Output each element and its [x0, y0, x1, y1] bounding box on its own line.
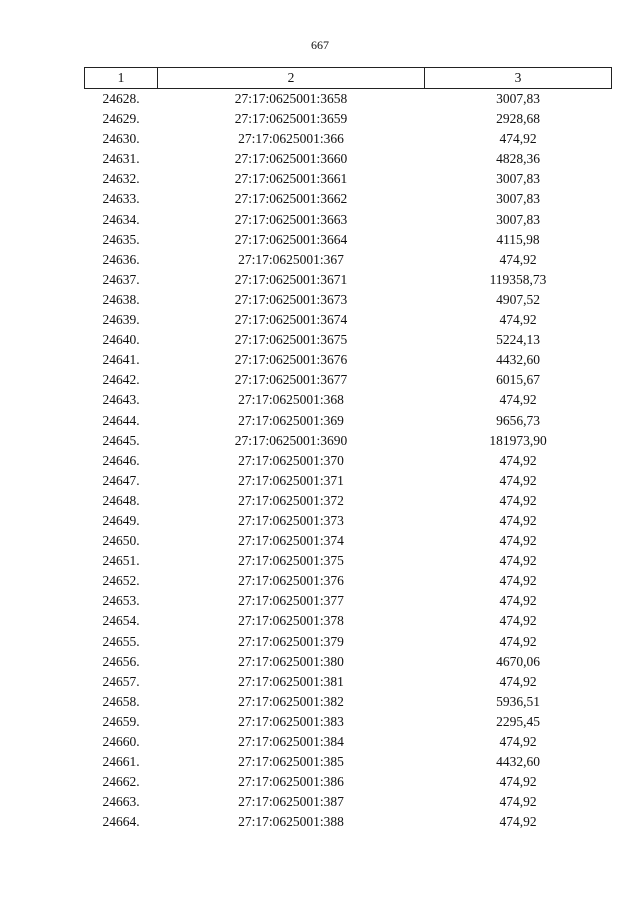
table-row [85, 812, 612, 832]
table-row [85, 712, 612, 732]
table-row [85, 129, 612, 149]
row-number-cell: 24657. [102, 673, 140, 689]
value-cell: 474,92 [499, 251, 537, 267]
table-row [85, 591, 612, 611]
row-number-cell: 24644. [102, 412, 140, 428]
row-number-cell: 24654. [102, 613, 140, 629]
value-cell: 474,92 [499, 472, 537, 488]
cadastral-number-cell: 27:17:0625001:371 [238, 472, 344, 488]
table-row [85, 411, 612, 431]
row-number-cell: 24633. [102, 191, 140, 207]
row-number-cell: 24663. [102, 794, 140, 810]
table-row [85, 370, 612, 390]
value-cell: 474,92 [499, 553, 537, 569]
table-row [85, 109, 612, 129]
table-row [85, 250, 612, 270]
table-row [85, 752, 612, 772]
cadastral-number-cell: 27:17:0625001:374 [238, 533, 344, 549]
table-row [85, 290, 612, 310]
cadastral-number-cell: 27:17:0625001:384 [238, 734, 344, 749]
table-row [85, 350, 612, 370]
value-cell: 474,92 [499, 452, 537, 468]
cadastral-number-cell: 27:17:0625001:3662 [234, 191, 348, 207]
row-number-cell: 24664. [102, 814, 140, 830]
cadastral-number-cell: 27:17:0625001:375 [238, 553, 344, 569]
table-row [85, 390, 612, 410]
cadastral-number-cell: 27:17:0625001:379 [238, 633, 344, 649]
page-number: 667 [311, 38, 329, 52]
value-cell: 5224,13 [496, 332, 540, 348]
value-cell: 474,92 [499, 512, 537, 528]
value-cell: 3007,83 [496, 211, 540, 227]
cadastral-number-cell: 27:17:0625001:3661 [234, 171, 348, 187]
cadastral-number-cell: 27:17:0625001:385 [238, 754, 344, 770]
table-row [85, 270, 612, 290]
table-row [85, 149, 612, 169]
table-row [85, 471, 612, 491]
cadastral-number-cell: 27:17:0625001:369 [238, 412, 344, 428]
row-number-cell: 24659. [102, 713, 140, 729]
cadastral-number-cell: 27:17:0625001:3675 [234, 332, 348, 348]
value-cell: 2295,45 [496, 713, 540, 729]
cadastral-number-cell: 27:17:0625001:3677 [234, 372, 348, 388]
row-number-cell: 24658. [102, 693, 140, 709]
value-cell: 474,92 [499, 533, 537, 549]
header-column-1: 1 [85, 68, 158, 89]
value-cell: 4907,52 [496, 291, 540, 307]
row-number-cell: 24636. [102, 251, 140, 267]
value-cell: 474,92 [499, 633, 537, 649]
value-cell: 9656,73 [496, 412, 540, 428]
table-row [85, 310, 612, 330]
table-row [85, 230, 612, 250]
row-number-cell: 24646. [102, 452, 140, 468]
table-row [85, 571, 612, 591]
value-cell: 474,92 [499, 794, 537, 810]
cadastral-number-cell: 27:17:0625001:381 [238, 673, 344, 689]
table-row [85, 89, 612, 110]
table-row [85, 451, 612, 471]
row-number-cell: 24648. [102, 492, 140, 508]
table-row [85, 652, 612, 672]
value-cell: 474,92 [499, 814, 537, 830]
cadastral-number-cell: 27:17:0625001:378 [238, 613, 344, 629]
cadastral-number-cell: 27:17:0625001:3674 [234, 312, 348, 328]
row-number-cell: 24651. [102, 553, 140, 569]
cadastral-number-cell: 27:17:0625001:368 [238, 392, 344, 408]
value-cell: 3007,83 [496, 171, 540, 187]
table-row [85, 632, 612, 652]
value-cell: 4115,98 [496, 231, 540, 247]
row-number-cell: 24655. [102, 633, 140, 649]
row-number-cell: 24645. [102, 432, 140, 448]
table-row [85, 551, 612, 571]
value-cell: 474,92 [499, 734, 537, 749]
value-cell: 474,92 [499, 492, 537, 508]
table-row [85, 792, 612, 812]
row-number-cell: 24660. [102, 734, 140, 749]
row-number-cell: 24634. [102, 211, 140, 227]
table-row [85, 611, 612, 631]
row-number-cell: 24661. [102, 754, 140, 770]
table-row [85, 772, 612, 792]
table-row [85, 330, 612, 350]
value-cell: 181973,90 [489, 432, 547, 448]
value-cell: 3007,83 [496, 191, 540, 207]
row-number-cell: 24653. [102, 593, 140, 609]
row-number-cell: 24639. [102, 312, 140, 328]
table-row [85, 732, 612, 752]
header-column-2: 2 [158, 68, 425, 89]
value-cell: 4432,60 [496, 352, 540, 368]
value-cell: 119358,73 [489, 271, 547, 287]
cadastral-number-cell: 27:17:0625001:388 [238, 814, 344, 830]
table-row [85, 431, 612, 451]
row-number-cell: 24647. [102, 472, 140, 488]
value-cell: 474,92 [499, 774, 537, 790]
table-header [85, 68, 612, 89]
table-row [85, 511, 612, 531]
row-number-cell: 24643. [102, 392, 140, 408]
cadastral-number-cell: 27:17:0625001:382 [238, 693, 344, 709]
row-number-cell: 24632. [102, 171, 140, 187]
row-number-cell: 24629. [102, 111, 140, 127]
cadastral-number-cell: 27:17:0625001:377 [238, 593, 344, 609]
cadastral-number-cell: 27:17:0625001:376 [238, 573, 344, 589]
row-number-cell: 24642. [102, 372, 140, 388]
row-number-cell: 24635. [102, 231, 140, 247]
row-number-cell: 24631. [102, 151, 140, 167]
cadastral-number-cell: 27:17:0625001:3658 [234, 91, 348, 106]
cadastral-number-cell: 27:17:0625001:383 [238, 713, 344, 729]
table-row [85, 210, 612, 230]
value-cell: 2928,68 [496, 111, 540, 127]
cadastral-number-cell: 27:17:0625001:3663 [234, 211, 348, 227]
row-number-cell: 24630. [102, 131, 140, 147]
value-cell: 474,92 [499, 131, 537, 147]
header-column-3: 3 [425, 68, 612, 89]
row-number-cell: 24637. [102, 271, 140, 287]
cadastral-number-cell: 27:17:0625001:366 [238, 131, 344, 147]
value-cell: 4432,60 [496, 754, 540, 770]
row-number-cell: 24638. [102, 291, 140, 307]
row-number-cell: 24640. [102, 332, 140, 348]
row-number-cell: 24656. [102, 653, 140, 669]
cadastral-number-cell: 27:17:0625001:3690 [234, 432, 348, 448]
table-row [85, 672, 612, 692]
table-row [85, 491, 612, 511]
table-row [85, 169, 612, 189]
table-row [85, 189, 612, 209]
value-cell: 474,92 [499, 392, 537, 408]
row-number-cell: 24652. [102, 573, 140, 589]
row-number-cell: 24650. [102, 533, 140, 549]
header-row [85, 68, 612, 89]
row-number-cell: 24649. [102, 512, 140, 528]
value-cell: 4828,36 [496, 151, 540, 167]
value-cell: 5936,51 [496, 693, 540, 709]
cadastral-number-cell: 27:17:0625001:372 [238, 492, 344, 508]
value-cell: 474,92 [499, 573, 537, 589]
cadastral-number-cell: 27:17:0625001:386 [238, 774, 344, 790]
cadastral-number-cell: 27:17:0625001:3671 [234, 271, 348, 287]
table-row [85, 531, 612, 551]
cadastral-number-cell: 27:17:0625001:380 [238, 653, 344, 669]
cadastral-number-cell: 27:17:0625001:373 [238, 512, 344, 528]
row-number-cell: 24641. [102, 352, 140, 368]
cadastral-number-cell: 27:17:0625001:3676 [234, 352, 348, 368]
value-cell: 6015,67 [496, 372, 540, 388]
value-cell: 474,92 [499, 673, 537, 689]
value-cell: 474,92 [499, 613, 537, 629]
cadastral-number-cell: 27:17:0625001:370 [238, 452, 344, 468]
cadastral-number-cell: 27:17:0625001:3660 [234, 151, 348, 167]
cadastral-number-cell: 27:17:0625001:3659 [234, 111, 348, 127]
cadastral-table [84, 67, 612, 832]
value-cell: 474,92 [499, 312, 537, 328]
value-cell: 474,92 [499, 593, 537, 609]
cadastral-number-cell: 27:17:0625001:3664 [234, 231, 348, 247]
table-body [85, 89, 612, 833]
cadastral-number-cell: 27:17:0625001:367 [238, 251, 344, 267]
value-cell: 4670,06 [496, 653, 540, 669]
cadastral-number-cell: 27:17:0625001:3673 [234, 291, 348, 307]
row-number-cell: 24662. [102, 774, 140, 790]
value-cell: 3007,83 [496, 91, 540, 106]
table-row [85, 692, 612, 712]
row-number-cell: 24628. [102, 91, 140, 106]
cadastral-number-cell: 27:17:0625001:387 [238, 794, 344, 810]
